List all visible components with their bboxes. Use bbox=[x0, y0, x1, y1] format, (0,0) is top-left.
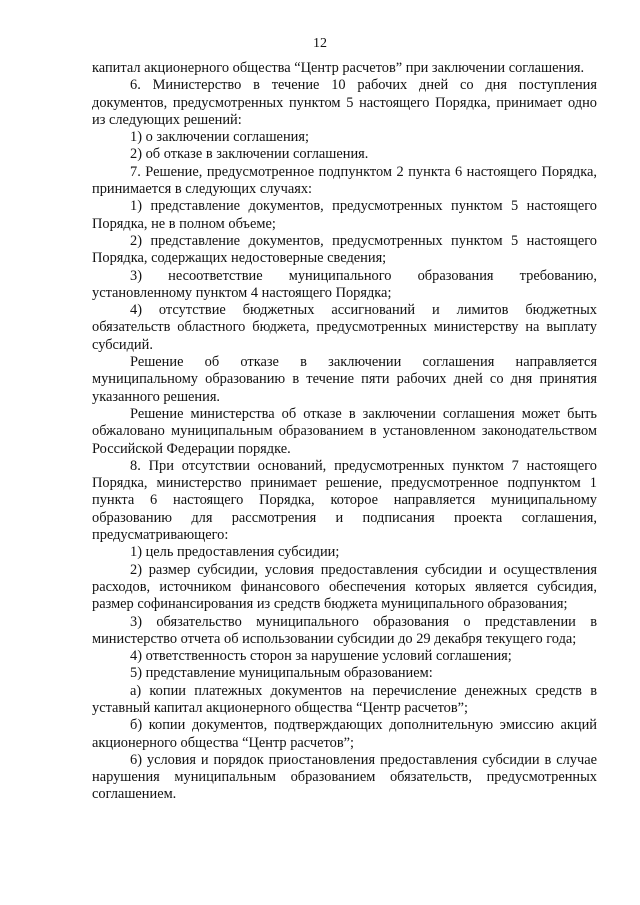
paragraph: 4) отсутствие бюджетных ассигнований и лимитов бюджетных обязательств областного бюджета, предусмотренных министерству на выплату субсидий. bbox=[92, 302, 597, 353]
paragraph: 1) представление документов, предусмотренных пунктом 5 настоящего Порядка, не в полном объеме; bbox=[92, 198, 597, 232]
paragraph: капитал акционерного общества “Центр расчетов” при заключении соглашения. bbox=[92, 60, 585, 76]
document-body bbox=[92, 60, 597, 804]
paragraph: 5) представление муниципальным образованием: bbox=[130, 665, 433, 682]
paragraph: 8. При отсутствии оснований, предусмотренных пунктом 7 настоящего Порядка, министерство принимает решение, предусмотренное подпунктом 1 пункта 6 настоящего Порядка, которое направляется муниципальному образованию для рассмотрения и подписания проекта соглашения, предусматривающего: bbox=[92, 457, 597, 544]
paragraph: 1) о заключении соглашения; bbox=[130, 129, 309, 146]
paragraph: 3) обязательство муниципального образования о представлении в министерство отчета об использовании субсидии до 29 декабря текущего года; bbox=[92, 613, 597, 647]
paragraph: 2) представление документов, предусмотренных пунктом 5 настоящего Порядка, содержащих недостоверные сведения; bbox=[92, 232, 597, 267]
paragraph: 6. Министерство в течение 10 рабочих дней со дня поступления документов, предусмотренных пунктом 5 настоящего Порядка, принимает одно из следующих решений: bbox=[92, 77, 597, 128]
paragraph: 7. Решение, предусмотренное подпунктом 2 пункта 6 настоящего Порядка, принимается в следующих случаях: bbox=[92, 163, 597, 198]
paragraph: 4) ответственность сторон за нарушение условий соглашения; bbox=[130, 648, 512, 665]
paragraph: а) копии платежных документов на перечисление денежных средств в уставный капитал акционерного общества “Центр расчетов”; bbox=[92, 682, 597, 716]
paragraph: 2) об отказе в заключении соглашения. bbox=[130, 146, 369, 163]
paragraph: 2) размер субсидии, условия предоставления субсидии и осуществления расходов, источником финансового обеспечения которых является субсидия, размер софинансирования из средств бюджета муниципального образования; bbox=[92, 561, 597, 613]
page-number: 12 bbox=[313, 36, 327, 51]
paragraph: Решение министерства об отказе в заключении соглашения может быть обжаловано муниципальным образованием в установленном законодательством Российской Федерации порядке. bbox=[92, 405, 597, 457]
paragraph: 3) несоответствие муниципального образования требованию, установленному пунктом 4 настоящего Порядка; bbox=[92, 267, 597, 301]
paragraph: Решение об отказе в заключении соглашения направляется муниципальному образованию в течение пяти рабочих дней со дня принятия указанного решения. bbox=[92, 354, 597, 405]
paragraph: 1) цель предоставления субсидии; bbox=[130, 544, 340, 561]
paragraph: б) копии документов, подтверждающих дополнительную эмиссию акций акционерного общества “Центр расчетов”; bbox=[92, 717, 597, 751]
paragraph: 6) условия и порядок приостановления предоставления субсидии в случае нарушения муниципальным образованием обязательств, предусмотренных соглашением. bbox=[92, 751, 597, 803]
